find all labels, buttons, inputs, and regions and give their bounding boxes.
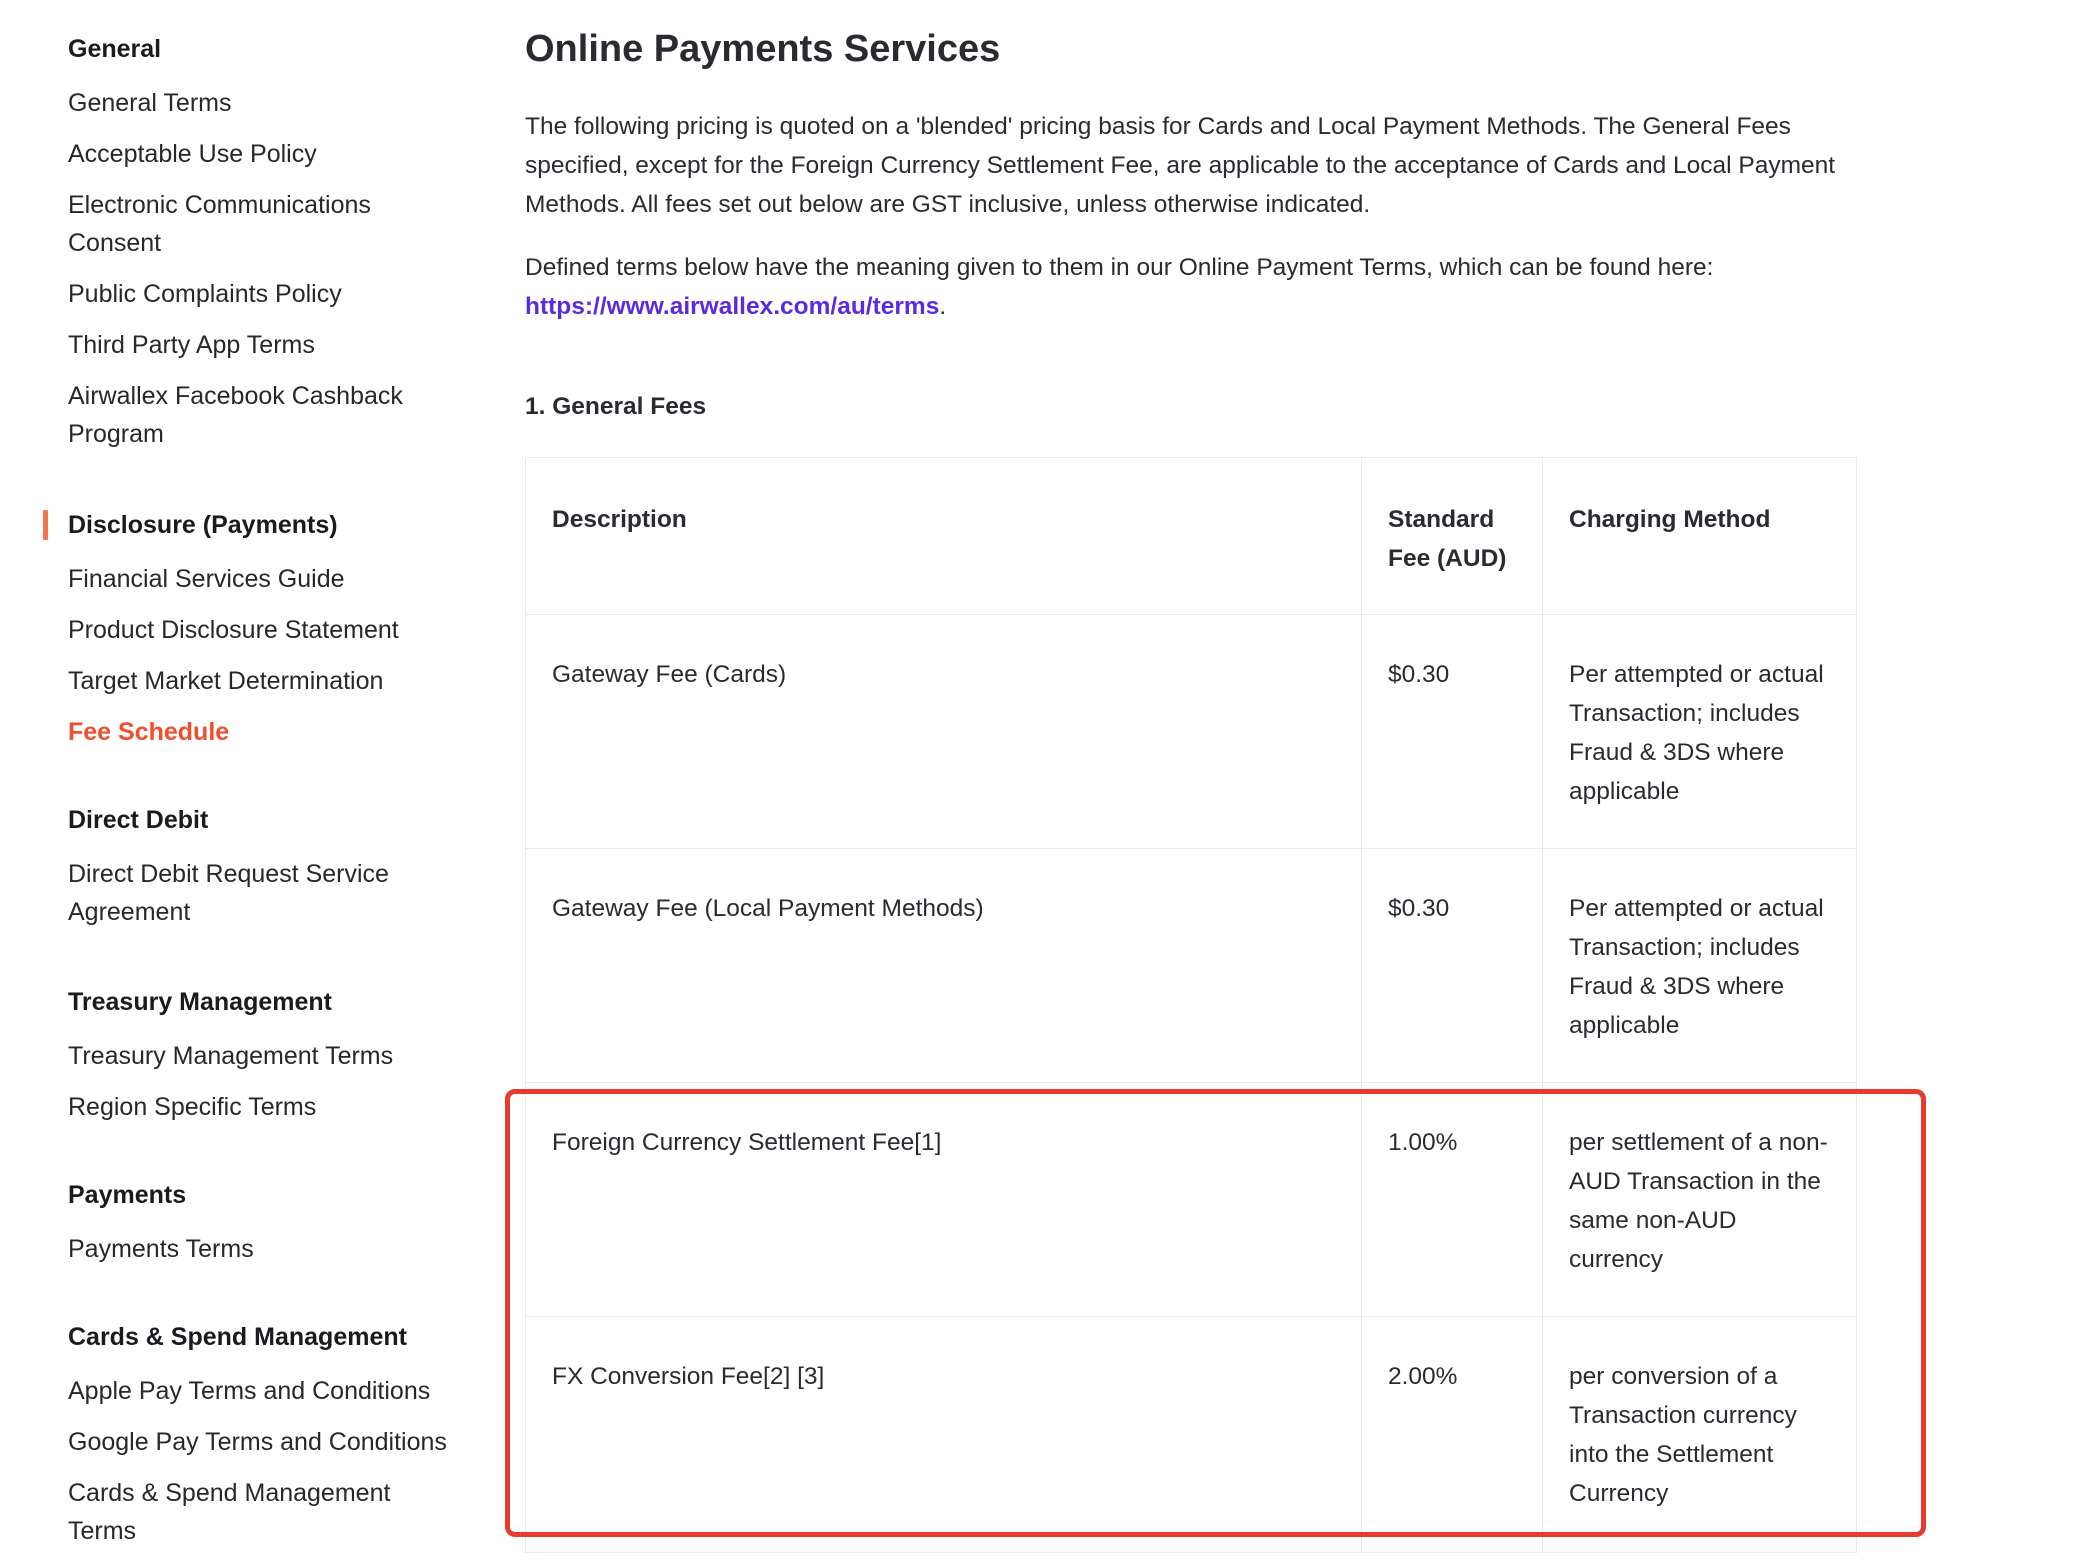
- sidebar-item-acceptable-use-policy[interactable]: Acceptable Use Policy: [68, 140, 317, 168]
- table-row: [526, 1083, 1857, 1317]
- sidebar-heading-general: General: [68, 35, 162, 63]
- cell-fee: $0.30: [1362, 849, 1543, 1083]
- sidebar-item-product-disclosure-statement[interactable]: Product Disclosure Statement: [68, 616, 399, 644]
- terms-link[interactable]: https://www.airwallex.com/au/terms: [525, 293, 940, 320]
- sidebar-item-direct-debit-request-service-agreement[interactable]: Direct Debit Request Service Agreement: [68, 860, 389, 926]
- sidebar-item-target-market-determination[interactable]: Target Market Determination: [68, 667, 384, 695]
- sidebar-group-general: [68, 32, 478, 466]
- sidebar-heading-payments: Payments: [68, 1181, 187, 1209]
- sidebar-heading-treasury-management: Treasury Management: [68, 988, 332, 1016]
- defined-terms-text: Defined terms below have the meaning given to them in our Online Payment Terms, which can be found here:: [525, 254, 1714, 281]
- page-title: Online Payments Services: [525, 28, 1001, 70]
- cell-fee: $0.30: [1362, 615, 1543, 849]
- sidebar-group-direct-debit: [68, 803, 478, 944]
- header-description: Description: [526, 458, 1362, 615]
- table-header-row: [526, 458, 1857, 615]
- cell-method: per conversion of a Transaction currency into the Settlement Currency: [1543, 1317, 1857, 1553]
- cell-description: Foreign Currency Settlement Fee[1]: [526, 1083, 1362, 1317]
- intro-paragraph: The following pricing is quoted on a 'blended' pricing basis for Cards and Local Payment Methods. The General Fees specified, except for the Foreign Currency Settlement Fee, are applicable to the acceptance of Cards and Local Payment Methods. All fees set out below are GST inclusive, unless otherwise indicated.: [525, 113, 1836, 218]
- header-standard-fee: Standard Fee (AUD): [1362, 458, 1543, 615]
- sidebar-nav: [0, 0, 480, 1554]
- sidebar-heading-disclosure-payments: Disclosure (Payments): [68, 508, 478, 542]
- cell-method: per settlement of a non-AUD Transaction in the same non-AUD currency: [1543, 1083, 1857, 1317]
- sidebar-item-fee-schedule[interactable]: Fee Schedule: [68, 718, 230, 746]
- sidebar-group-cards: [68, 1320, 478, 1563]
- sidebar-item-electronic-communications-consent[interactable]: Electronic Communications Consent: [68, 191, 371, 257]
- defined-terms-end: .: [939, 293, 947, 320]
- section-title-general-fees: 1. General Fees: [525, 393, 707, 420]
- cell-method: Per attempted or actual Transaction; includes Fraud & 3DS where applicable: [1543, 849, 1857, 1083]
- sidebar-group-disclosure: [68, 508, 478, 764]
- sidebar-item-general-terms[interactable]: General Terms: [68, 89, 232, 117]
- sidebar-item-treasury-management-terms[interactable]: Treasury Management Terms: [68, 1042, 394, 1070]
- sidebar-item-facebook-cashback-program[interactable]: Airwallex Facebook Cashback Program: [68, 382, 403, 448]
- sidebar-group-treasury: [68, 985, 478, 1139]
- table-row: [526, 849, 1857, 1083]
- sidebar-item-region-specific-terms[interactable]: Region Specific Terms: [68, 1093, 317, 1121]
- table-row: [526, 1317, 1857, 1553]
- cell-description: FX Conversion Fee[2] [3]: [526, 1317, 1362, 1553]
- table-row: [526, 615, 1857, 849]
- sidebar-item-google-pay-terms[interactable]: Google Pay Terms and Conditions: [68, 1428, 447, 1456]
- cell-method: Per attempted or actual Transaction; includes Fraud & 3DS where applicable: [1543, 615, 1857, 849]
- cell-fee: 1.00%: [1362, 1083, 1543, 1317]
- defined-terms-paragraph: [525, 248, 1855, 326]
- cell-fee: 2.00%: [1362, 1317, 1543, 1553]
- header-charging-method: Charging Method: [1543, 458, 1857, 615]
- sidebar-item-third-party-app-terms[interactable]: Third Party App Terms: [68, 331, 315, 359]
- sidebar-item-apple-pay-terms[interactable]: Apple Pay Terms and Conditions: [68, 1377, 431, 1405]
- sidebar-heading-cards-spend-management: Cards & Spend Management: [68, 1323, 407, 1351]
- sidebar-item-financial-services-guide[interactable]: Financial Services Guide: [68, 565, 345, 593]
- sidebar-item-payments-terms[interactable]: Payments Terms: [68, 1235, 254, 1263]
- sidebar-heading-direct-debit: Direct Debit: [68, 806, 209, 834]
- sidebar-item-cards-spend-management-terms[interactable]: Cards & Spend Management Terms: [68, 1479, 391, 1545]
- sidebar-item-public-complaints-policy[interactable]: Public Complaints Policy: [68, 280, 342, 308]
- cell-description: Gateway Fee (Local Payment Methods): [526, 849, 1362, 1083]
- sidebar-group-payments: [68, 1178, 478, 1281]
- cell-description: Gateway Fee (Cards): [526, 615, 1362, 849]
- fee-table: [525, 457, 1857, 1553]
